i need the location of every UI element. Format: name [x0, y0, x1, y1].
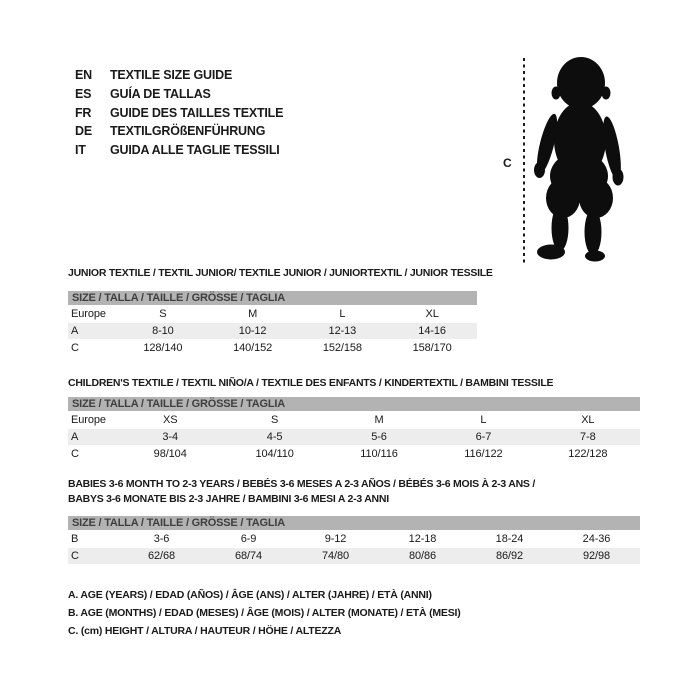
height-measure-label: C [503, 156, 512, 170]
value-cell: 92/98 [582, 550, 611, 562]
language-row-fr [75, 103, 283, 122]
children-size-table [68, 397, 640, 463]
value-cell: 140/152 [233, 342, 273, 354]
size-cell: L [480, 414, 487, 426]
size-cell: M [374, 414, 384, 426]
value-cell: 8-10 [152, 325, 174, 337]
babies-section-title [68, 477, 535, 507]
value-cell: 6-7 [475, 431, 492, 443]
table-row [68, 340, 477, 356]
babies-size-table [68, 516, 640, 565]
value-cell: 6-9 [240, 533, 257, 545]
height-measure-line [523, 58, 525, 264]
row-label: A [71, 325, 79, 337]
value-cell: 158/170 [412, 342, 452, 354]
language-code: IT [75, 143, 86, 158]
figure-area [495, 50, 635, 270]
size-cell: XS [162, 414, 178, 426]
children-size-header: SIZE / TALLA / TAILLE / GRÖSSE / TAGLIA [68, 397, 640, 411]
value-cell: 116/122 [464, 448, 503, 460]
value-cell: 12-18 [408, 533, 437, 545]
value-cell: 10-12 [238, 325, 267, 337]
babies-size-header: SIZE / TALLA / TAILLE / GRÖSSE / TAGLIA [68, 516, 640, 530]
value-cell: 14-16 [418, 325, 446, 337]
footnote-b: B. AGE (MONTHS) / EDAD (MESES) / ÂGE (MOIS) / ALTER (MONATE) / ETÀ (MESI) [68, 607, 461, 619]
row-label: C [71, 342, 79, 354]
value-cell: 152/158 [322, 342, 362, 354]
row-label: Europe [71, 414, 106, 426]
children-section-title: CHILDREN'S TEXTILE / TEXTIL NIÑO/A / TEXTILE DES ENFANTS / KINDERTEXTIL / BAMBINI TESSILE [68, 377, 554, 389]
row-label: A [71, 431, 79, 443]
language-title: TEXTILE SIZE GUIDE [110, 68, 233, 83]
language-list [75, 66, 283, 159]
size-cell: XL [581, 414, 595, 426]
value-cell: 98/104 [153, 448, 187, 460]
value-cell: 128/140 [143, 342, 183, 354]
table-row [68, 531, 640, 547]
language-title: TEXTILGRÖßENFÜHRUNG [110, 124, 266, 139]
value-cell: 3-4 [162, 431, 178, 443]
value-cell: 5-6 [371, 431, 387, 443]
row-label: C [71, 448, 79, 460]
value-cell: 12-13 [328, 325, 357, 337]
language-code: FR [75, 105, 92, 120]
size-cell: XL [425, 308, 439, 320]
language-code: EN [75, 68, 92, 83]
babies-title-line2: BABYS 3-6 MONATE BIS 2-3 JAHRE / BAMBINI 3-6 MESI A 2-3 ANNI [68, 493, 389, 505]
row-label: Europe [71, 308, 106, 320]
language-title: GUÍA DE TALLAS [110, 87, 211, 102]
size-cell: S [159, 308, 167, 320]
value-cell: 104/110 [255, 448, 294, 460]
language-title: GUIDA ALLE TAGLIE TESSILI [110, 143, 280, 158]
value-cell: 7-8 [580, 431, 596, 443]
table-row [68, 429, 640, 445]
footnote-a: A. AGE (YEARS) / EDAD (AÑOS) / ÂGE (ANS) / ALTER (JAHRE) / ETÀ (ANNI) [68, 589, 432, 601]
babies-title-line1: BABIES 3-6 MONTH TO 2-3 YEARS / BEBÉS 3-6 MESES A 2-3 AÑOS / BÉBÉS 3-6 MOIS À 2-3 ANS / [68, 478, 536, 490]
value-cell: 68/74 [234, 550, 263, 562]
language-row-it [75, 141, 283, 160]
size-cell: S [270, 414, 279, 426]
value-cell: 80/86 [408, 550, 437, 562]
row-label: B [71, 533, 79, 545]
language-code: DE [75, 124, 92, 139]
value-cell: 110/116 [360, 448, 398, 460]
table-row [68, 323, 477, 339]
value-cell: 122/128 [568, 448, 608, 460]
footnotes [68, 586, 461, 640]
toddler-silhouette-icon [533, 56, 627, 262]
language-row-en [75, 66, 283, 85]
value-cell: 74/80 [321, 550, 350, 562]
junior-section-title: JUNIOR TEXTILE / TEXTIL JUNIOR/ TEXTILE JUNIOR / JUNIORTEXTIL / JUNIOR TESSILE [68, 267, 493, 279]
junior-size-header: SIZE / TALLA / TAILLE / GRÖSSE / TAGLIA [68, 291, 477, 305]
size-cell: M [248, 308, 258, 320]
language-title: GUIDE DES TAILLES TEXTILE [110, 105, 284, 120]
value-cell: 4-5 [266, 431, 283, 443]
table-row [68, 412, 640, 428]
value-cell: 3-6 [153, 533, 170, 545]
language-row-de [75, 122, 283, 141]
value-cell: 18-24 [495, 533, 524, 545]
language-code: ES [75, 87, 92, 102]
value-cell: 24-36 [582, 533, 611, 545]
row-label: C [71, 550, 79, 562]
language-row-es [75, 85, 283, 104]
table-row [68, 306, 477, 322]
value-cell: 62/68 [147, 550, 176, 562]
junior-size-table [68, 291, 477, 357]
table-row [68, 446, 640, 462]
value-cell: 9-12 [324, 533, 347, 545]
table-row [68, 548, 640, 564]
value-cell: 86/92 [495, 550, 524, 562]
footnote-c: C. (cm) HEIGHT / ALTURA / HAUTEUR / HÖHE / ALTEZZA [68, 625, 342, 637]
size-cell: L [339, 308, 346, 320]
